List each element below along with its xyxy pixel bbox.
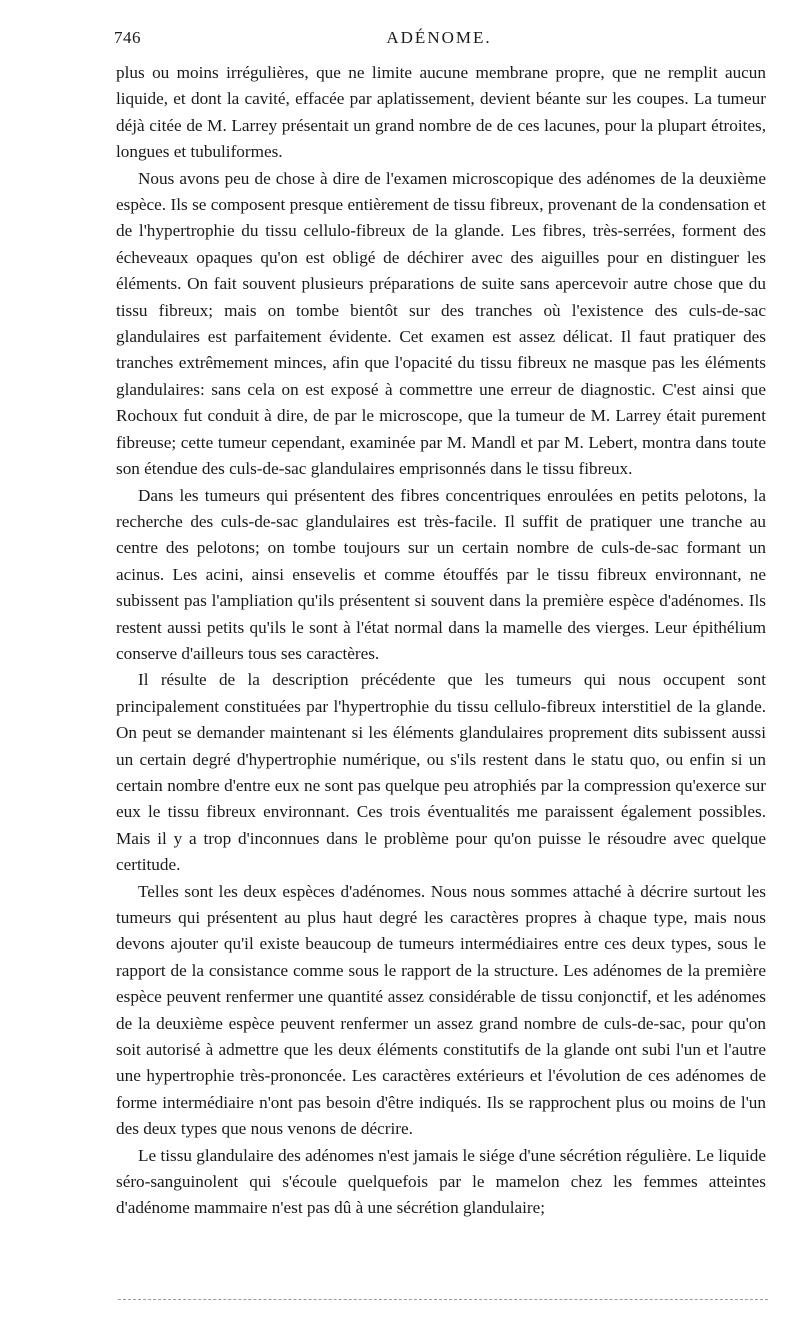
running-title: ADÉNOME. xyxy=(386,28,492,47)
paragraph: Nous avons peu de chose à dire de l'examen microscopique des adénomes de la deuxième espèce. Ils se composent presque entièrement de tissu fibreux, provenant de la condensation et de l'hypertrophie du tissu cellulo-fibreux de la glande. Les fibres, très-serrées, forment des écheveaux opaques qu'on est obligé de déchirer avec des aiguilles pour en distinguer les éléments. On fait souvent plusieurs préparations de suite sans apercevoir autre chose que du tissu fibreux; mais on tombe bientôt sur des tranches où l'existence des culs-de-sac glandulaires est parfaitement évidente. Cet examen est assez délicat. Il faut pratiquer des tranches extrêmement minces, afin que l'opacité du tissu fibreux ne masque pas les éléments glandulaires: sans cela on est exposé à commettre une erreur de diagnostic. C'est ainsi que Rochoux fut conduit à dire, de par le microscope, que la tumeur de M. Larrey était purement fibreuse; cette tumeur cependant, examinée par M. Mandl et par M. Lebert, montra dans toute son étendue des culs-de-sac glandulaires emprisonnés dans le tissu fibreux. xyxy=(116,168,766,479)
paragraph: Le tissu glandulaire des adénomes n'est jamais le siége d'une sécrétion régulière. Le liquide séro-sanguinolent qui s'écoule quelquefois par le mamelon chez les femmes atteintes d'adénome mammaire n'est pas dû à une sécrétion glandulaire; xyxy=(116,1145,766,1218)
page-header xyxy=(114,24,764,50)
footer-rule xyxy=(118,1299,768,1300)
body-text xyxy=(116,60,766,1222)
paragraph: plus ou moins irrégulières, que ne limite aucune membrane propre, que ne remplit aucun liquide, et dont la cavité, effacée par aplatissement, devient béante sur les coupes. La tumeur déjà citée de M. Larrey présentait un grand nombre de de ces lacunes, pour la plupart étroites, longues et tubuliformes. xyxy=(116,63,766,162)
paragraph: Il résulte de la description précédente que les tumeurs qui nous occupent sont principalement constituées par l'hypertrophie du tissu cellulo-fibreux interstitiel de la glande. On peut se demander maintenant si les éléments glandulaires proprement dits subissent aussi un certain degré d'hypertrophie numérique, ou s'ils restent dans le statu quo, ou enfin si un certain nombre d'entre eux ne sont pas quelque peu atrophiés par la compression qu'exerce sur eux le tissu fibreux environnant. Ces trois éventualités me paraissent également possibles. Mais il y a trop d'inconnues dans le problème pour qu'on puisse le résoudre avec quelque certitude. xyxy=(116,670,766,875)
paragraph: Dans les tumeurs qui présentent des fibres concentriques enroulées en petits pelotons, la recherche des culs-de-sac glandulaires est très-facile. Il suffit de pratiquer une tranche au centre des pelotons; on tombe toujours sur un certain nombre de culs-de-sac formant un acinus. Les acini, ainsi ensevelis et comme étouffés par le tissu fibreux environnant, ne subissent pas l'ampliation qu'ils présentent si souvent dans la première espèce d'adénomes. Ils restent aussi petits qu'ils le sont à l'état normal dans la mamelle des vierges. Leur épithélium conserve d'ailleurs tous ses caractères. xyxy=(116,485,766,663)
paragraph: Telles sont les deux espèces d'adénomes. Nous nous sommes attaché à décrire surtout les tumeurs qui présentent au plus haut degré les caractères propres à chaque type, mais nous devons ajouter qu'il existe beaucoup de tumeurs intermédiaires entre ces deux types, sous le rapport de la consistance comme sous le rapport de la structure. Les adénomes de la première espèce peuvent renfermer une quantité assez considérable de tissu conjonctif, et les adénomes de la deuxième espèce peuvent renfermer un assez grand nombre de culs-de-sac, pour qu'on soit autorisé à admettre que les deux éléments constitutifs de la glande ont subi l'un et l'autre une hypertrophie très-prononcée. Les caractères extérieurs et l'évolution de ces adénomes de forme intermédiaire n'ont pas besoin d'être indiqués. Ils se rapprochent plus ou moins de l'un des deux types que nous venons de décrire. xyxy=(116,881,766,1139)
page-number: 746 xyxy=(114,28,141,47)
